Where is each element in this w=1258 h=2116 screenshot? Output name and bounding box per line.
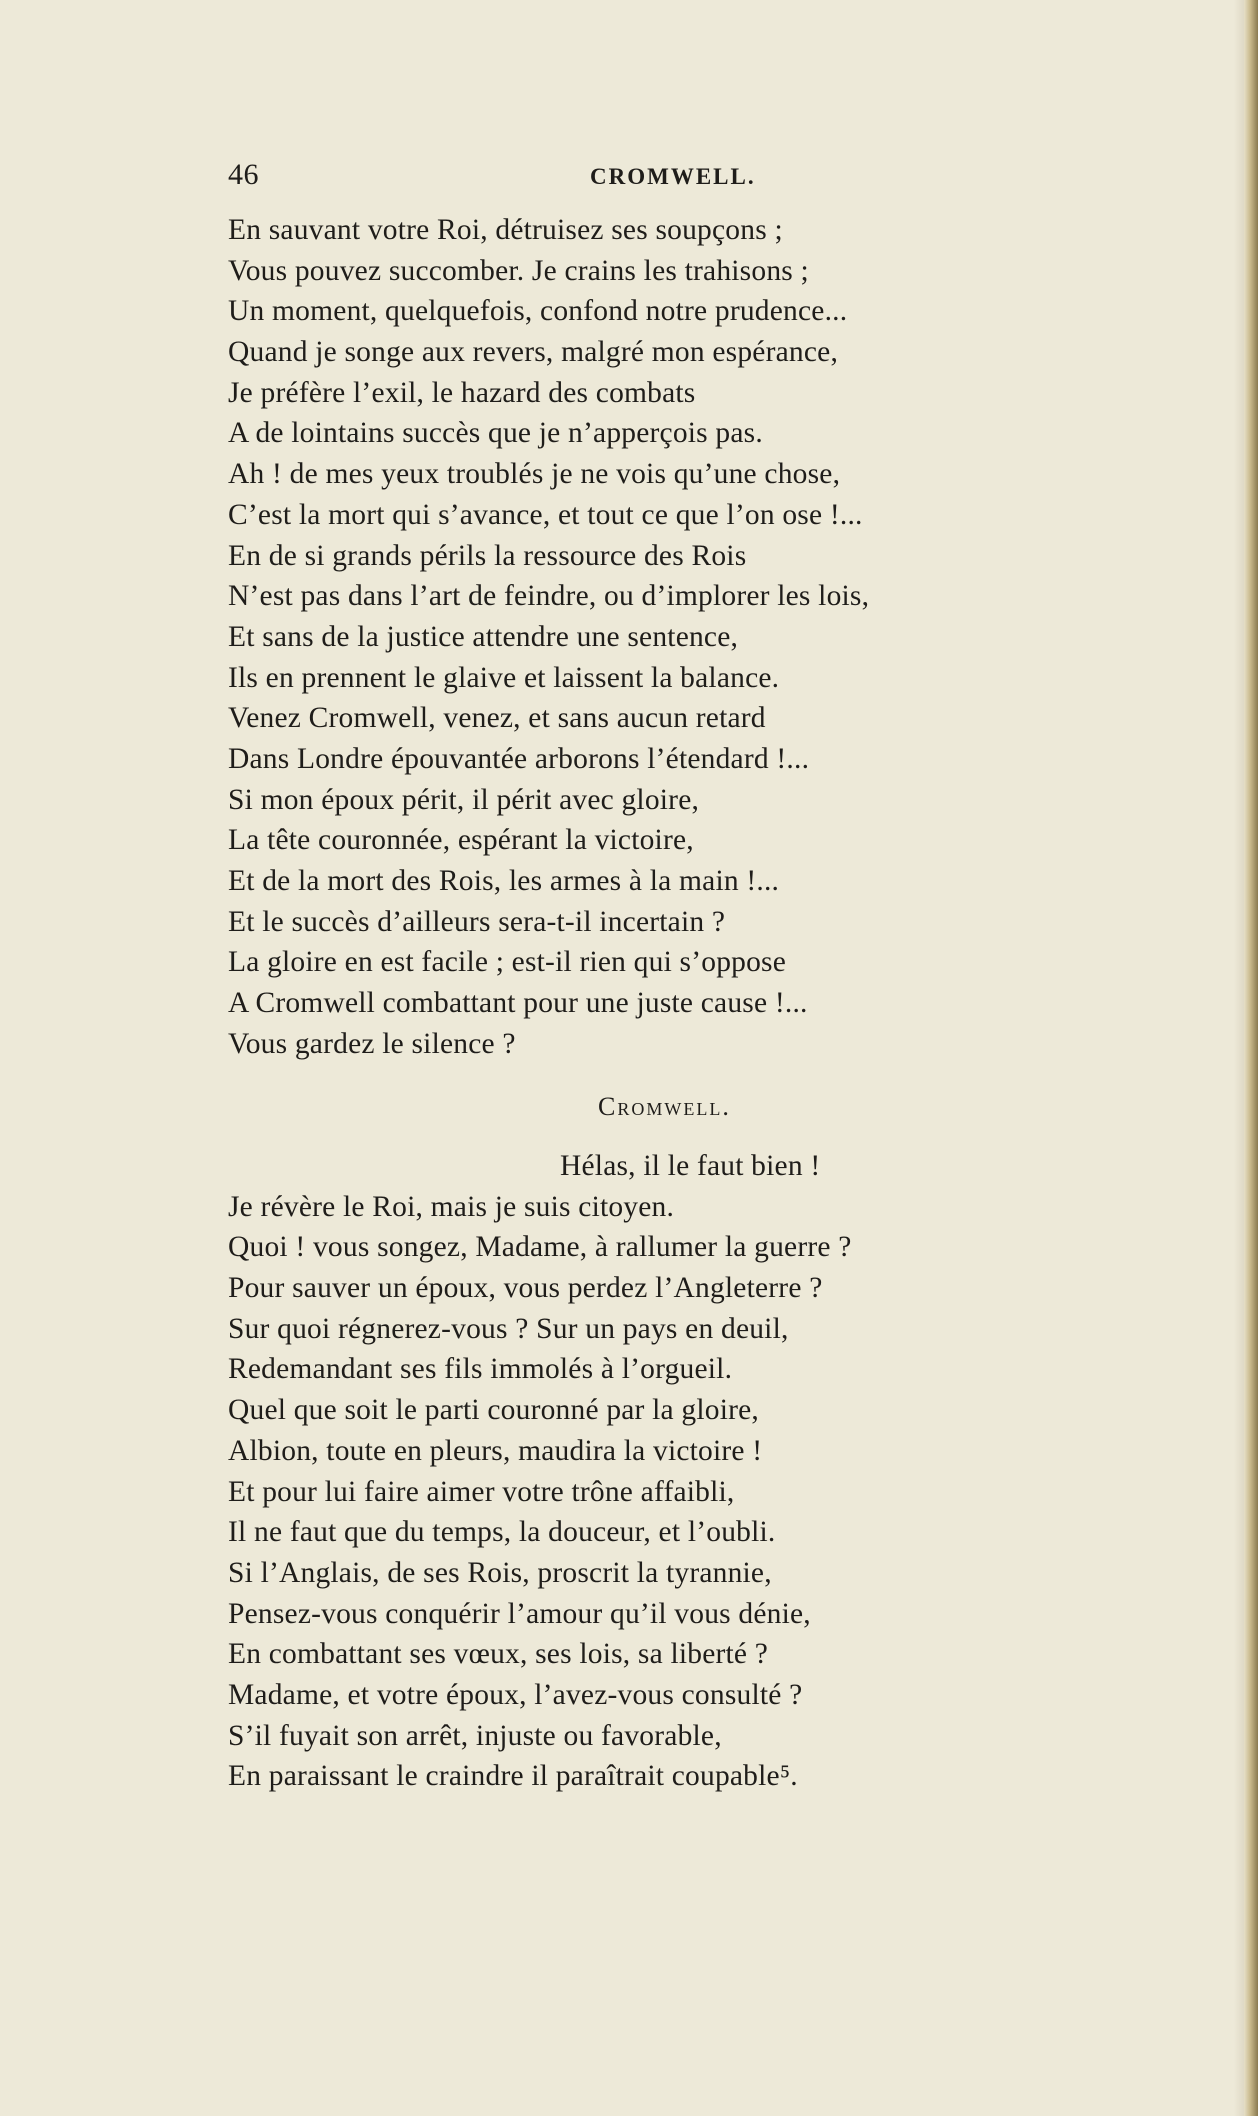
- verse-line: Et pour lui faire aimer votre trône affaibli,: [228, 1475, 735, 1508]
- verse-line: Redemandant ses fils immolés à l’orgueil.: [228, 1353, 733, 1386]
- speech-1: [228, 210, 1008, 1064]
- verse-line: Je révère le Roi, mais je suis citoyen.: [228, 1190, 675, 1223]
- verse-line: Madame, et votre époux, l’avez-vous consulté ?: [228, 1678, 803, 1711]
- verse-line: Si mon époux périt, il périt avec gloire,: [228, 783, 700, 816]
- verse-line: Ah ! de mes yeux troublés je ne vois qu’une chose,: [228, 458, 841, 491]
- verse-line: La tête couronnée, espérant la victoire,: [228, 824, 694, 857]
- verse-line: Pensez-vous conquérir l’amour qu’il vous dénie,: [228, 1597, 811, 1630]
- verse-line: Et de la mort des Rois, les armes à la main !...: [228, 865, 780, 897]
- page-number: 46: [228, 158, 259, 191]
- verse-line: En combattant ses vœux, ses lois, sa liberté ?: [228, 1638, 769, 1671]
- page-edge: [1244, 0, 1258, 2116]
- verse-line: Et sans de la justice attendre une sentence,: [228, 620, 739, 653]
- verse-line: En de si grands périls la ressource des Rois: [228, 539, 747, 572]
- verse-line: Il ne faut que du temps, la douceur, et l’oubli.: [228, 1516, 776, 1549]
- page-edge-shadow: [1234, 0, 1244, 2116]
- verse-line: N’est pas dans l’art de feindre, ou d’implorer les lois,: [228, 580, 870, 613]
- verse-line: C’est la mort qui s’avance, et tout ce que l’on ose !...: [228, 498, 863, 531]
- verse-line: Vous gardez le silence ?: [228, 1027, 516, 1060]
- verse-line: Quand je songe aux revers, malgré mon espérance,: [228, 336, 839, 369]
- verse-line: Hélas, il le faut bien !: [560, 1150, 821, 1182]
- verse-line: Quoi ! vous songez, Madame, à rallumer la guerre ?: [228, 1231, 852, 1264]
- verse-line: S’il fuyait son arrêt, injuste ou favorable,: [228, 1719, 722, 1752]
- verse-line: A Cromwell combattant pour une juste cause !...: [228, 987, 808, 1020]
- verse-line: Albion, toute en pleurs, maudira la victoire !: [228, 1434, 763, 1467]
- verse-line: Sur quoi régnerez-vous ? Sur un pays en deuil,: [228, 1312, 789, 1345]
- verse-line: Pour sauver un époux, vous perdez l’Angleterre ?: [228, 1272, 823, 1305]
- verse-line: En paraissant le craindre il paraîtrait coupable⁵.: [228, 1760, 798, 1793]
- speaker-name: Cromwell.: [598, 1092, 731, 1121]
- verse-line: La gloire en est facile ; est-il rien qui s’oppose: [228, 946, 787, 979]
- running-title: CROMWELL.: [590, 164, 756, 189]
- verse-line: Si l’Anglais, de ses Rois, proscrit la tyrannie,: [228, 1556, 772, 1589]
- verse-line: Vous pouvez succomber. Je crains les trahisons ;: [228, 254, 809, 287]
- verse-line: Venez Cromwell, venez, et sans aucun retard: [228, 702, 766, 735]
- running-head: [228, 158, 968, 198]
- speech-2: [228, 1146, 1008, 1797]
- verse-line: Et le succès d’ailleurs sera-t-il incertain ?: [228, 905, 726, 938]
- verse-line: Je préfère l’exil, le hazard des combats: [228, 376, 696, 409]
- verse-line: Quel que soit le parti couronné par la gloire,: [228, 1394, 760, 1427]
- verse-line: Ils en prennent le glaive et laissent la balance.: [228, 661, 780, 694]
- verse-line: Dans Londre épouvantée arborons l’étendard !...: [228, 742, 810, 775]
- verse-line: A de lointains succès que je n’apperçois pas.: [228, 417, 763, 450]
- verse-line: Un moment, quelquefois, confond notre prudence...: [228, 295, 848, 328]
- verse-line: En sauvant votre Roi, détruisez ses soupçons ;: [228, 214, 783, 246]
